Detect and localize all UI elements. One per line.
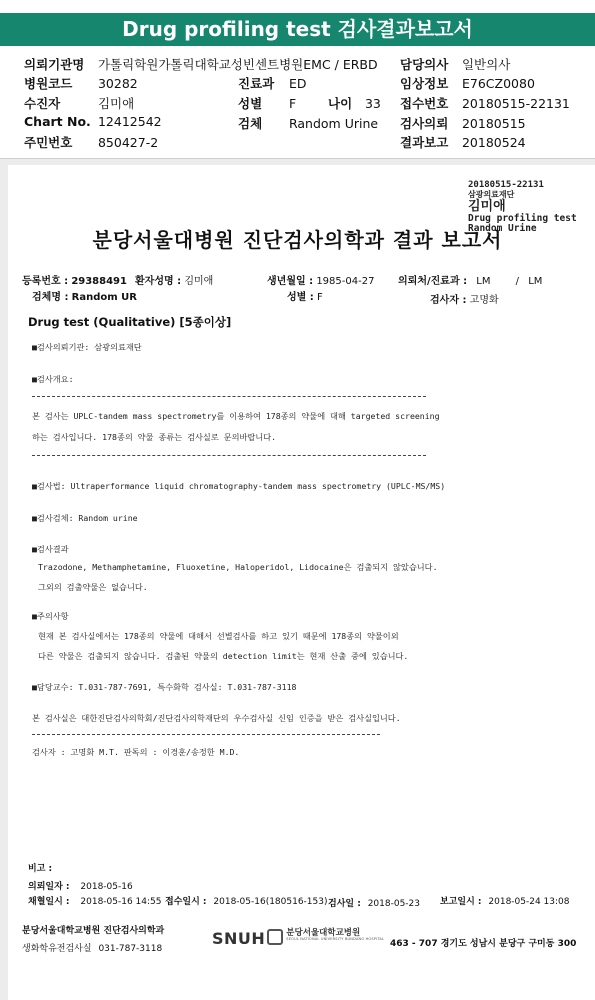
- row-specimen: [238, 114, 378, 132]
- lab-department: [22, 923, 164, 936]
- lab-phone: 031-787-3118: [98, 944, 163, 954]
- divider: [32, 734, 380, 735]
- value-age: 33: [364, 96, 381, 111]
- row-patient: [24, 94, 134, 112]
- test-subtitle: Drug test (Qualitative) [5종이상]: [28, 315, 232, 329]
- value-hospital-code: 30282: [97, 76, 138, 91]
- label-sex: 성별: [238, 96, 263, 111]
- caution-heading: ■주의사항: [32, 611, 69, 621]
- collect-time-label: 채혈일시 :: [28, 897, 70, 907]
- value-sex: F: [288, 96, 297, 111]
- received-time: [165, 894, 328, 907]
- row-institution: [24, 55, 378, 73]
- overview-line-2: 하는 검사입니다. 178종의 약물 종류는 검사실로 문의바랍니다.: [32, 432, 277, 442]
- specimen-name: [32, 288, 137, 303]
- row-clinical-info: [400, 74, 535, 92]
- value-report-date: 20180524: [461, 135, 526, 150]
- received-time-label: 접수일시 :: [165, 897, 207, 907]
- examiner: [430, 291, 499, 306]
- report-time-value: 2018-05-24 13:08: [488, 897, 570, 907]
- row-chart-no: [24, 114, 162, 129]
- requester-dept-value-2: LM: [528, 276, 543, 287]
- snuh-logo-korean: 분당서울대학교병원: [286, 928, 361, 938]
- birth-date-value: 1985-04-27: [316, 276, 375, 287]
- patient-name-label: 환자성명 :: [135, 276, 182, 287]
- row-age: [328, 94, 381, 112]
- label-patient: 수진자: [24, 96, 61, 111]
- hospital-address-text: 463 - 707 경기도 성남시 분당구 구미동 300: [390, 939, 577, 949]
- label-age: 나이: [328, 96, 353, 111]
- snuh-logo-text: SNUH: [212, 929, 266, 948]
- report-time: [440, 894, 570, 907]
- reg-no: [22, 272, 127, 287]
- test-date-label: 검사일 :: [328, 899, 361, 909]
- order-date: [28, 879, 133, 892]
- caution-line-2: 다른 약물은 검출되지 않습니다. 검출된 약물의 detection limit는 현재 산출 중에 있습니다.: [38, 651, 409, 661]
- row-hospital-code: [24, 74, 138, 92]
- summary-card: [0, 0, 595, 159]
- requester-dept: [398, 272, 542, 287]
- examiner-value: 고명화: [469, 295, 499, 306]
- stamp-patient: 김미애: [468, 198, 506, 214]
- specimen-name-label: 검체명 :: [32, 292, 69, 303]
- certification-line: 본 검사실은 대한진단검사의학회/진단검사의학재단의 우수검사실 신임 인증을 받은 검사실입니다.: [32, 713, 401, 723]
- value-resident-no: 850427-2: [97, 135, 159, 150]
- report-title-bar: Drug profiling test 검사결과보고서: [0, 13, 595, 46]
- divider: [32, 396, 426, 397]
- label-hospital-code: 병원코드: [24, 76, 73, 91]
- label-receipt-no: 접수번호: [400, 96, 449, 111]
- hospital-address: [390, 936, 576, 949]
- reg-no-value: 29388491: [71, 276, 127, 287]
- patient-name: [135, 272, 213, 287]
- value-patient: 김미애: [97, 96, 135, 111]
- result-heading: ■검사결과: [32, 544, 69, 554]
- order-date-value: 2018-05-16: [80, 882, 133, 892]
- label-chart-no: Chart No.: [24, 114, 91, 129]
- row-department: [238, 74, 307, 92]
- collect-time-value: 2018-05-16 14:55: [80, 897, 162, 907]
- label-request-date: 검사의뢰: [400, 116, 449, 131]
- examiner-label: 검사자 :: [430, 295, 467, 306]
- label-report-date: 결과보고: [400, 135, 449, 150]
- value-specimen: Random Urine: [288, 116, 379, 131]
- label-department: 진료과: [238, 76, 275, 91]
- collect-time: [28, 894, 162, 907]
- stamp-foundation: 삼광의료재단: [468, 189, 515, 199]
- tester-line: 검사자 : 고명화 M.T. 판독의 : 이경훈/송정한 M.D.: [32, 747, 240, 757]
- label-clinical-info: 임상정보: [400, 76, 449, 91]
- overview-line-1: 본 검사는 UPLC-tandem mass spectrometry를 이용하여 178종의 약물에 대해 targeted screening: [32, 411, 440, 421]
- hospital-emblem-icon: [267, 929, 283, 945]
- report-sex: [287, 288, 323, 303]
- row-receipt-no: [400, 94, 570, 112]
- stamp-test: Drug profiling test: [468, 212, 577, 224]
- contact-line: ■담당교수: T.031-787-7691, 특수화학 검사실: T.031-787-3118: [32, 682, 297, 692]
- value-chart-no: 12412542: [97, 114, 162, 129]
- order-date-label: 의뢰일자 :: [28, 882, 70, 892]
- birth-date-label: 생년월일 :: [267, 276, 314, 287]
- requester-dept-value-1: LM: [476, 276, 491, 287]
- report-time-label: 보고일시 :: [440, 897, 482, 907]
- value-clinical-info: E76CZ0080: [461, 76, 535, 91]
- result-line-1: Trazodone, Methamphetamine, Fluoxetine, Haloperidol, Lidocaine은 검출되지 않았습니다.: [38, 562, 438, 572]
- value-doctor: 일반의사: [461, 57, 511, 72]
- value-request-date: 20180515: [461, 116, 526, 131]
- divider: [32, 455, 426, 456]
- patient-name-value: 김미애: [184, 276, 214, 287]
- lab-contact: [22, 941, 162, 954]
- snuh-logo-english: SEOUL NATIONAL UNIVERSITY BUNDANG HOSPITAL: [286, 936, 385, 941]
- report-title: 분당서울대병원 진단검사의학과 결과 보고서: [92, 228, 503, 252]
- institution-line: ■검사의뢰기관: 삼광의료재단: [32, 342, 142, 352]
- value-institution: 가톨릭학원가톨릭대학교성빈센트병원EMC / ERBD: [97, 57, 378, 72]
- report-sex-label: 성별 :: [287, 292, 314, 303]
- value-receipt-no: 20180515-22131: [461, 96, 570, 111]
- result-line-2: 그외의 검출약물은 없습니다.: [38, 582, 148, 592]
- received-time-value: 2018-05-16(180516-153): [213, 897, 328, 907]
- label-institution: 의뢰기관명: [24, 57, 85, 72]
- caution-line-1: 현재 본 검사실에서는 178종의 약물에 대해서 선별검사를 하고 있기 때문에 178종의 약물이외: [38, 631, 399, 641]
- label-resident-no: 주민번호: [24, 135, 73, 150]
- stamp-receipt-no: 20180515-22131: [468, 180, 544, 190]
- requester-dept-sep: /: [515, 276, 520, 287]
- specimen-name-value: Random UR: [71, 292, 137, 303]
- report-sex-value: F: [317, 292, 323, 303]
- birth-date: [267, 272, 374, 287]
- snuh-logo: [212, 929, 384, 948]
- remark: [28, 861, 52, 874]
- method-line: ■검사법: Ultraperformance liquid chromatography-tandem mass spectrometry (UPLC-MS/MS): [32, 481, 446, 491]
- value-department: ED: [288, 76, 307, 91]
- label-doctor: 담당의사: [400, 57, 449, 72]
- specimen-line: ■검사검체: Random urine: [32, 513, 138, 523]
- row-sex: [238, 94, 296, 112]
- reg-no-label: 등록번호 :: [22, 276, 69, 287]
- requester-dept-label: 의뢰처/진료과 :: [398, 276, 468, 287]
- row-report-date: [400, 133, 526, 151]
- overview-heading: ■검사개요:: [32, 374, 74, 384]
- test-date: [328, 896, 420, 909]
- row-doctor: [400, 55, 510, 73]
- label-specimen: 검체: [238, 116, 263, 131]
- row-resident-no: [24, 133, 158, 151]
- lab-name: 생화학유전검사실: [22, 944, 92, 954]
- lab-department-name: 분당서울대학교병원 진단검사의학과: [22, 926, 165, 936]
- stamp-specimen: Random Urine: [468, 223, 537, 235]
- snuh-logo-names: [286, 929, 384, 941]
- row-request-date: [400, 114, 526, 132]
- remark-label: 비고 :: [28, 864, 53, 874]
- test-date-value: 2018-05-23: [367, 899, 421, 909]
